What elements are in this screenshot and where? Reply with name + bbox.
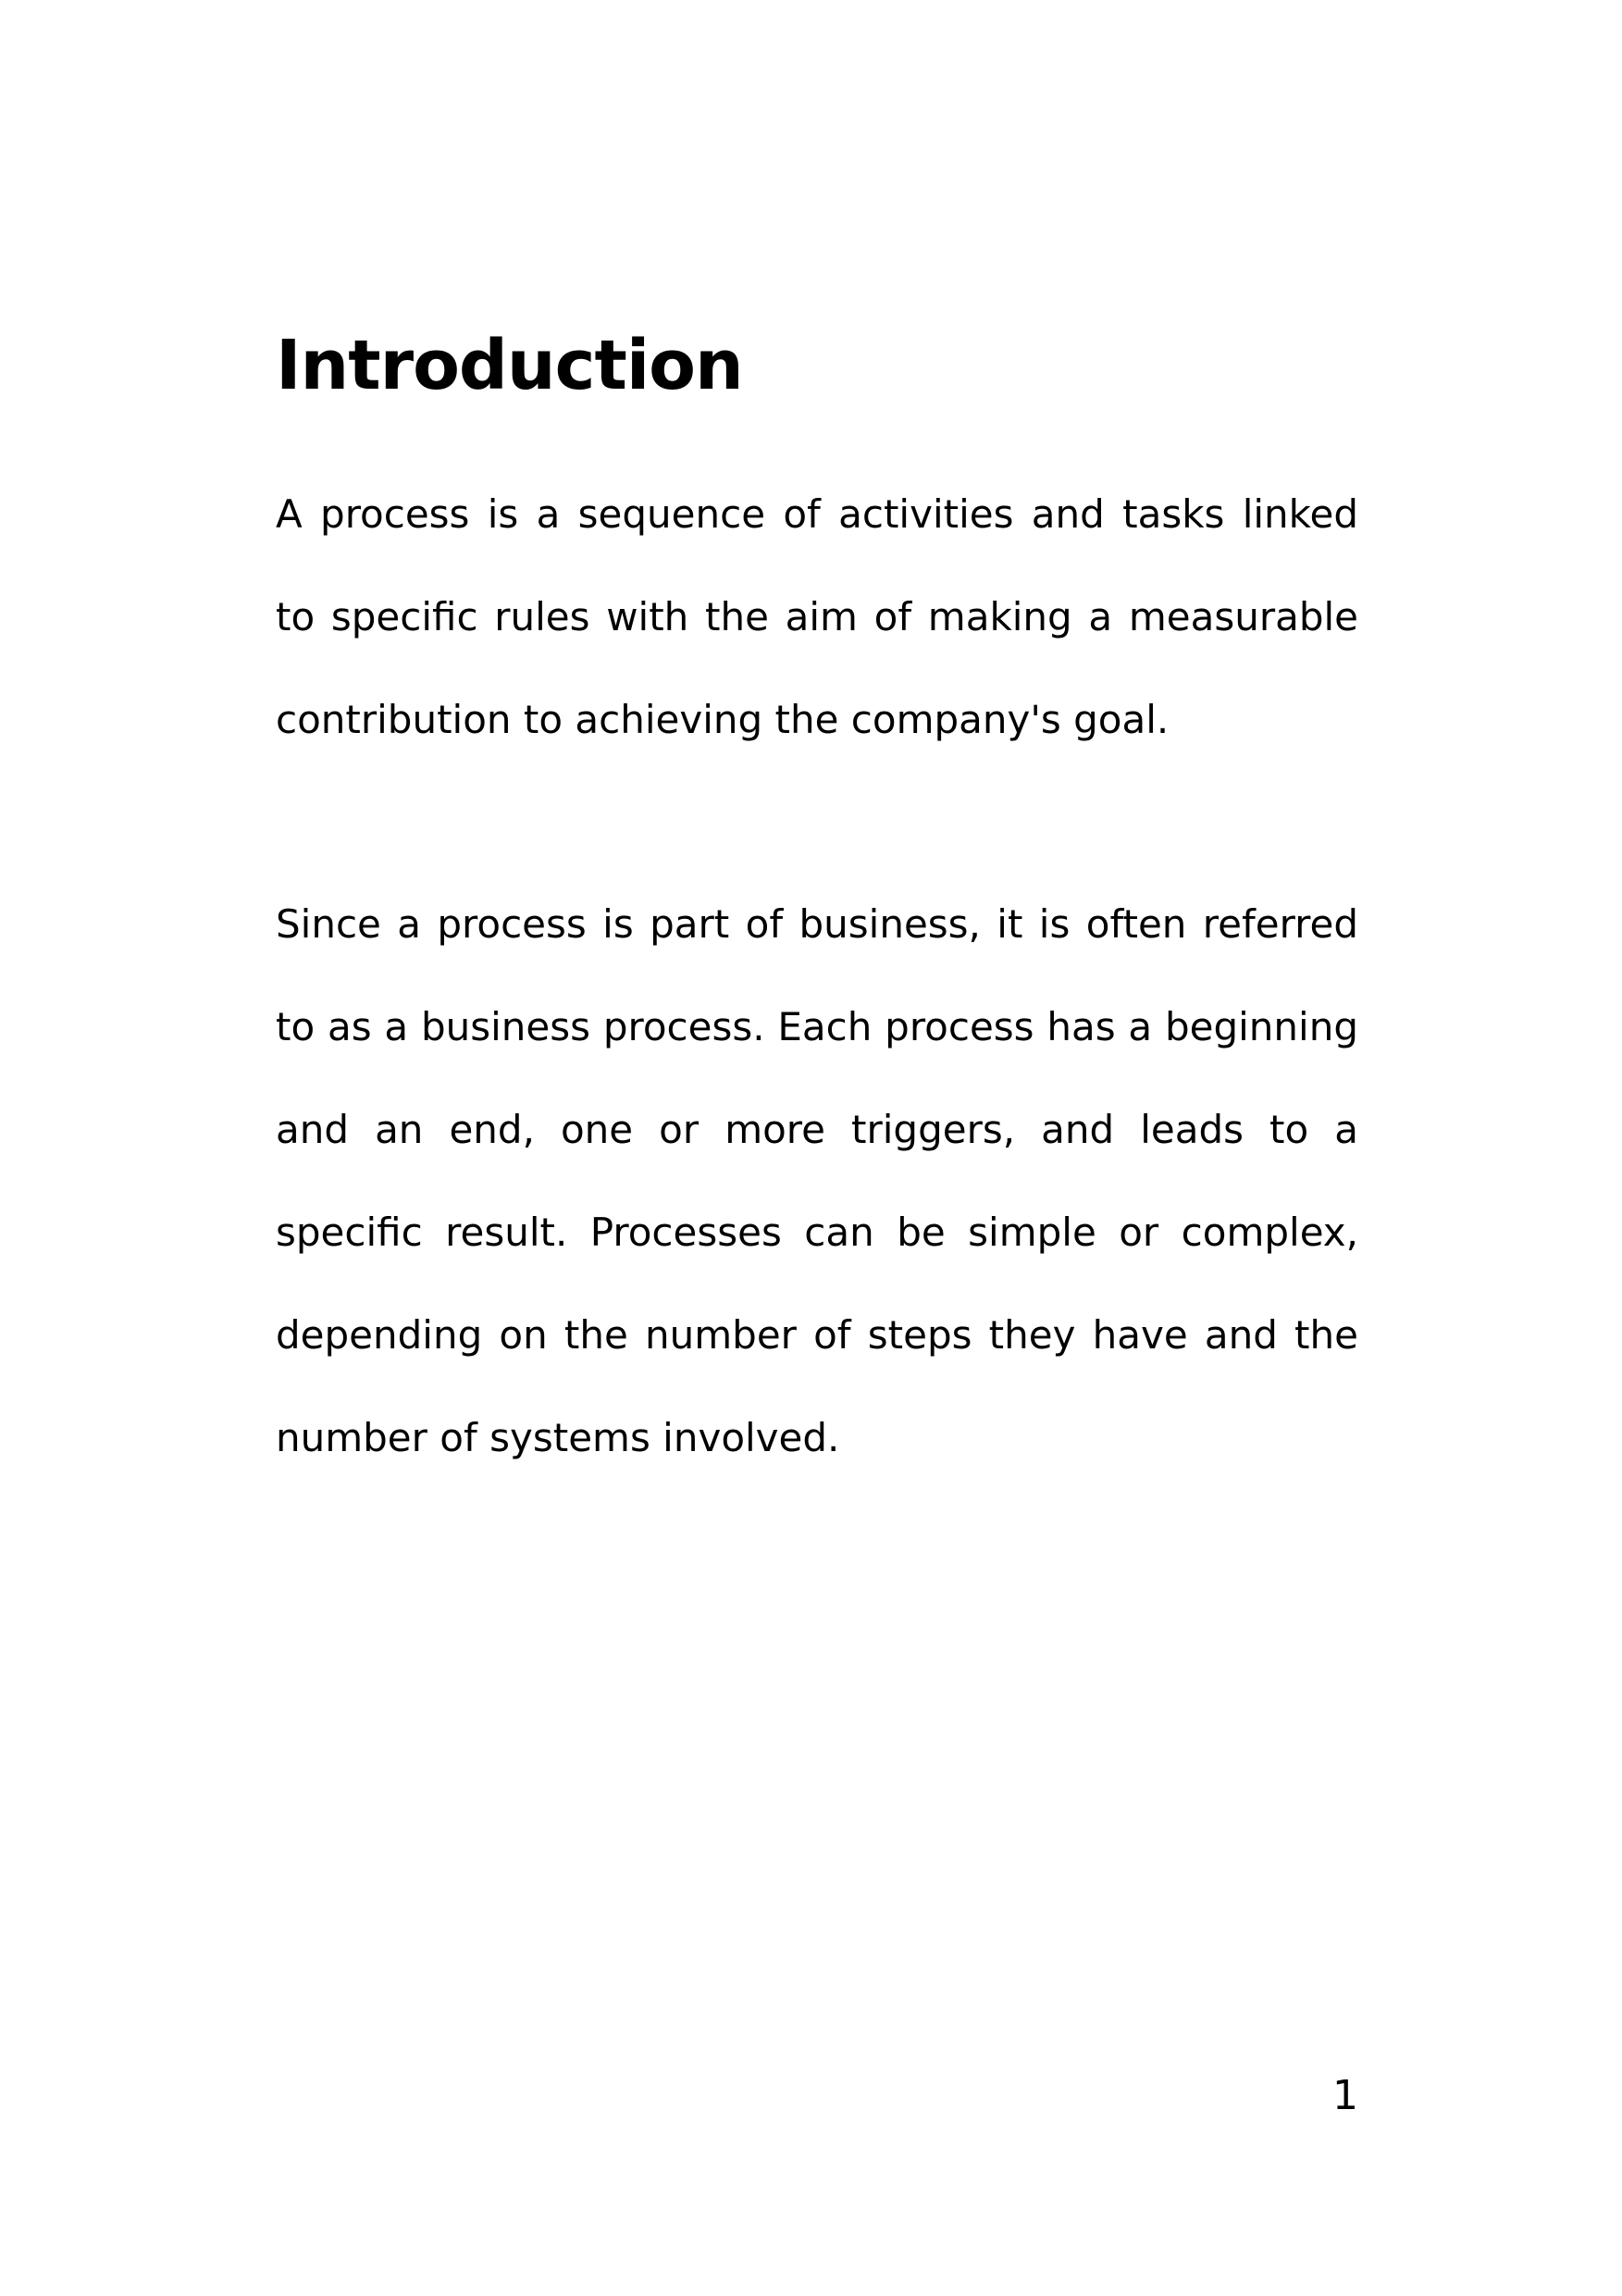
paragraph-process-definition: A process is a sequence of activities and tasks linked to specific rules with the aim of making a measurable contribution to achieving the company's goal.: [276, 491, 1358, 742]
page-title: Introduction: [276, 326, 743, 405]
page-content: [276, 319, 1358, 1489]
paragraph-business-process: Since a process is part of business, it is often referred to as a business process. Each process has a beginning and an end, one or more triggers, and leads to a specific result. Processes can be simple or complex, depending on the number of steps they have and the number of systems involved.: [276, 901, 1358, 1460]
page-number: 1: [1332, 2072, 1358, 2119]
